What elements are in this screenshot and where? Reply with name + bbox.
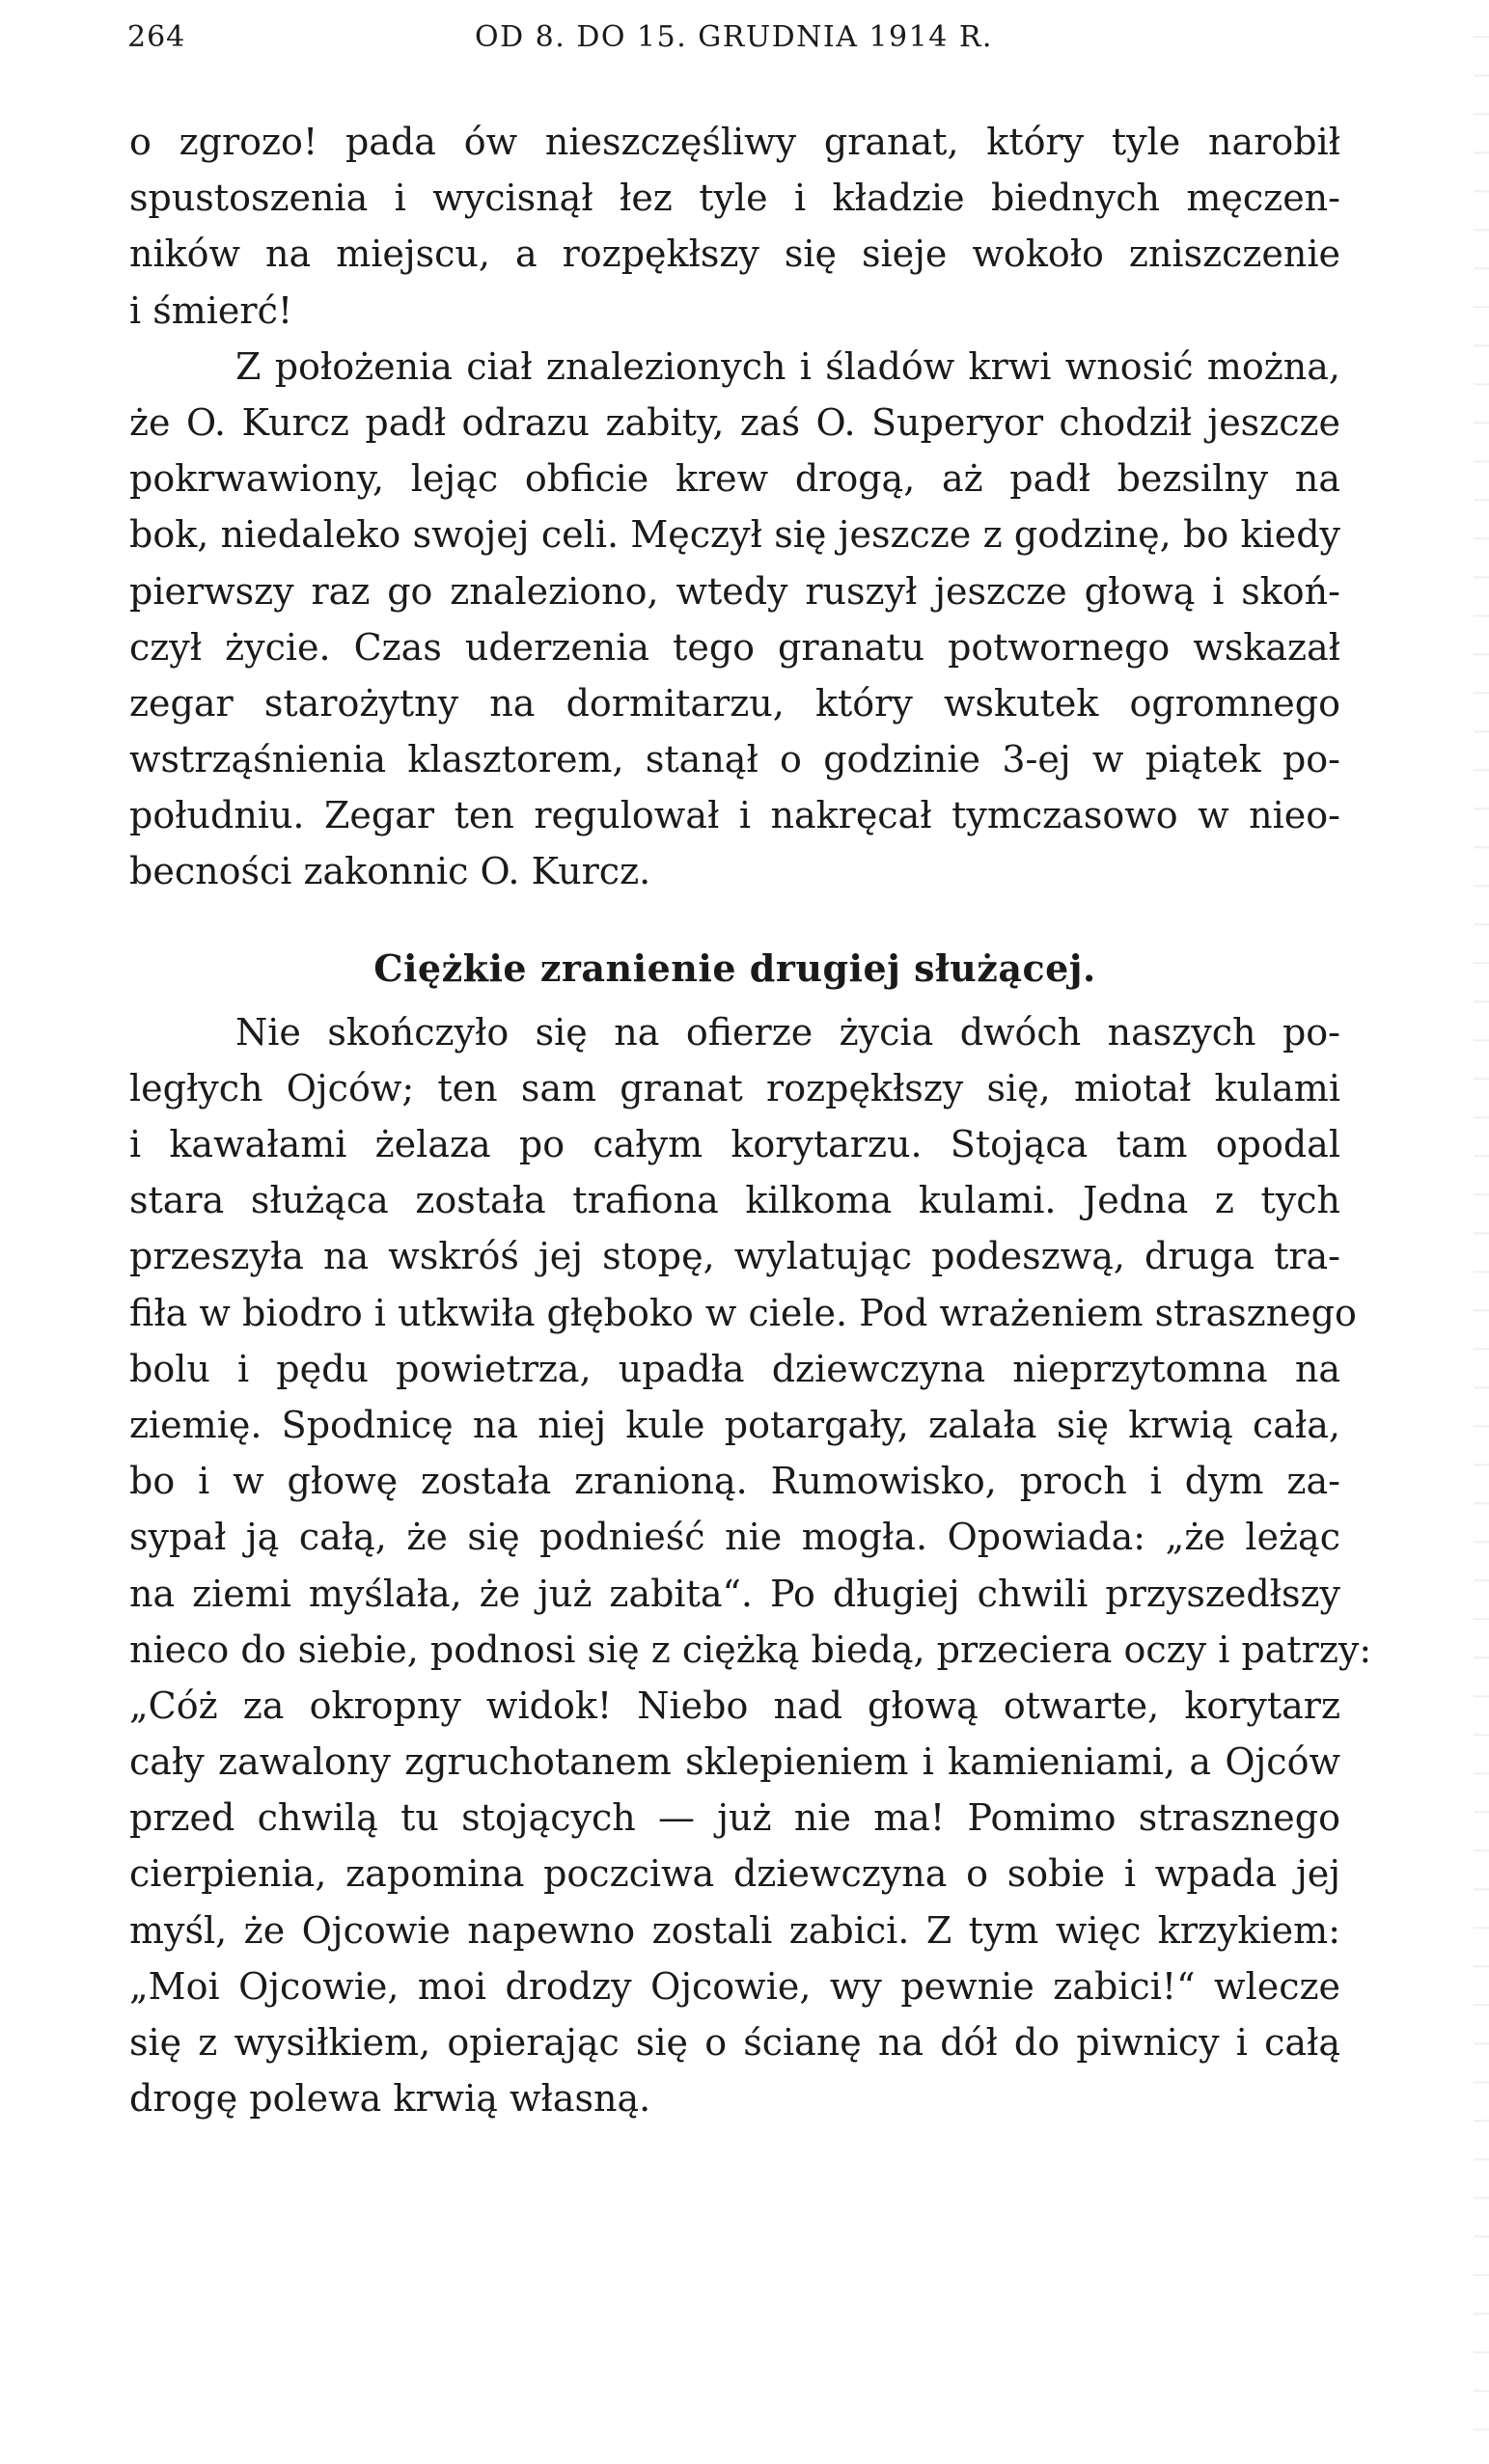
text-line: becności zakonnic O. Kurcz.: [129, 850, 651, 893]
text-line: Z położenia ciał znalezionych i śladów krwi wnosić można,: [235, 344, 1340, 388]
text-line: cierpienia, zapomina poczciwa dziewczyna o sobie i wpada jej: [129, 1852, 1340, 1896]
running-head-title: OD 8. DO 15. GRUDNIA 1914 R.: [475, 20, 993, 54]
text-line: ników na miejscu, a rozpękłszy się sieje wokoło zniszczenie: [129, 233, 1340, 276]
paragraph-2: [129, 339, 1340, 900]
text-line: cały zawalony zgruchotanem sklepieniem i kamieniami, a Ojców: [129, 1740, 1340, 1784]
paragraph-1: [129, 114, 1340, 339]
text-line: „Cóż za okropny widok! Niebo nad głową otwarte, korytarz: [129, 1684, 1340, 1727]
text-line: południu. Zegar ten regulował i nakręcał tymczasowo w nieo-: [129, 794, 1340, 837]
section-heading: Ciężkie zranienie drugiej służącej.: [373, 945, 1096, 990]
text-line: stara służąca została trafiona kilkoma kulami. Jedna z tych: [129, 1179, 1340, 1222]
text-line: przed chwilą tu stojących — już nie ma! Pomimo strasznego: [129, 1796, 1340, 1840]
text-line: bok, niedaleko swojej celi. Męczył się jeszcze z godzinę, bo kiedy: [129, 513, 1340, 557]
running-head: [127, 14, 1372, 62]
text-line: fiła w biodro i utkwiła głęboko w ciele. Pod wrażeniem strasznego: [129, 1291, 1357, 1334]
text-line: Nie skończyło się na ofierze życia dwóch naszych po-: [235, 1010, 1340, 1054]
text-line: nieco do siebie, podnosi się z ciężką biedą, przeciera oczy i patrzy:: [129, 1628, 1372, 1671]
text-line: ległych Ojców; ten sam granat rozpękłszy się, miotał kulami: [129, 1066, 1340, 1109]
scan-edge-artifact: [1474, 0, 1489, 2464]
page-number: 264: [127, 20, 186, 54]
text-line: pokrwawiony, lejąc obficie krew drogą, aż padł bezsilny na: [129, 457, 1340, 501]
paragraph-3: [129, 1004, 1372, 2127]
text-line: spustoszenia i wycisnął łez tyle i kładzie biednych męczen-: [129, 177, 1340, 220]
text-line: „Moi Ojcowie, moi drodzy Ojcowie, wy pewnie zabici!“ wlecze: [129, 1964, 1340, 2008]
text-line: zegar starożytny na dormitarzu, który wskutek ogromnego: [129, 681, 1340, 725]
text-line: że O. Kurcz padł odrazu zabity, zaś O. Superyor chodził jeszcze: [129, 400, 1340, 444]
text-line: i kawałami żelaza po całym korytarzu. Stojąca tam opodal: [129, 1123, 1340, 1165]
text-line: bolu i pędu powietrza, upadła dziewczyna nieprzytomna na: [129, 1347, 1340, 1390]
text-line: się z wysiłkiem, opierając się o ścianę na dół do piwnicy i całą: [129, 2021, 1340, 2064]
text-line: ziemię. Spodnicę na niej kule potargały, zalała się krwią cała,: [129, 1403, 1340, 1446]
text-line: przeszyła na wskróś jej stopę, wylatując podeszwą, druga tra-: [129, 1235, 1340, 1278]
text-line: czył życie. Czas uderzenia tego granatu potwornego wskazał: [129, 625, 1340, 669]
body-text: [129, 114, 1372, 2126]
text-line: wstrząśnienia klasztorem, stanął o godzinie 3-ej w piątek po-: [129, 738, 1340, 781]
text-line: drogę polewa krwią własną.: [129, 2077, 651, 2121]
text-line: bo i w głowę została zranioną. Rumowisko, proch i dym za-: [129, 1460, 1340, 1503]
text-line: sypał ją całą, że się podnieść nie mogła. Opowiada: „że leżąc: [129, 1516, 1340, 1559]
text-line: i śmierć!: [129, 288, 293, 332]
text-line: o zgrozo! pada ów nieszczęśliwy granat, który tyle narobił: [129, 121, 1340, 163]
text-line: na ziemi myślała, że już zabita“. Po długiej chwili przyszedłszy: [129, 1572, 1340, 1615]
text-line: myśl, że Ojcowie napewno zostali zabici. Z tym więc krzykiem:: [129, 1908, 1340, 1952]
text-line: pierwszy raz go znaleziono, wtedy ruszył jeszcze głową i skoń-: [129, 569, 1340, 613]
